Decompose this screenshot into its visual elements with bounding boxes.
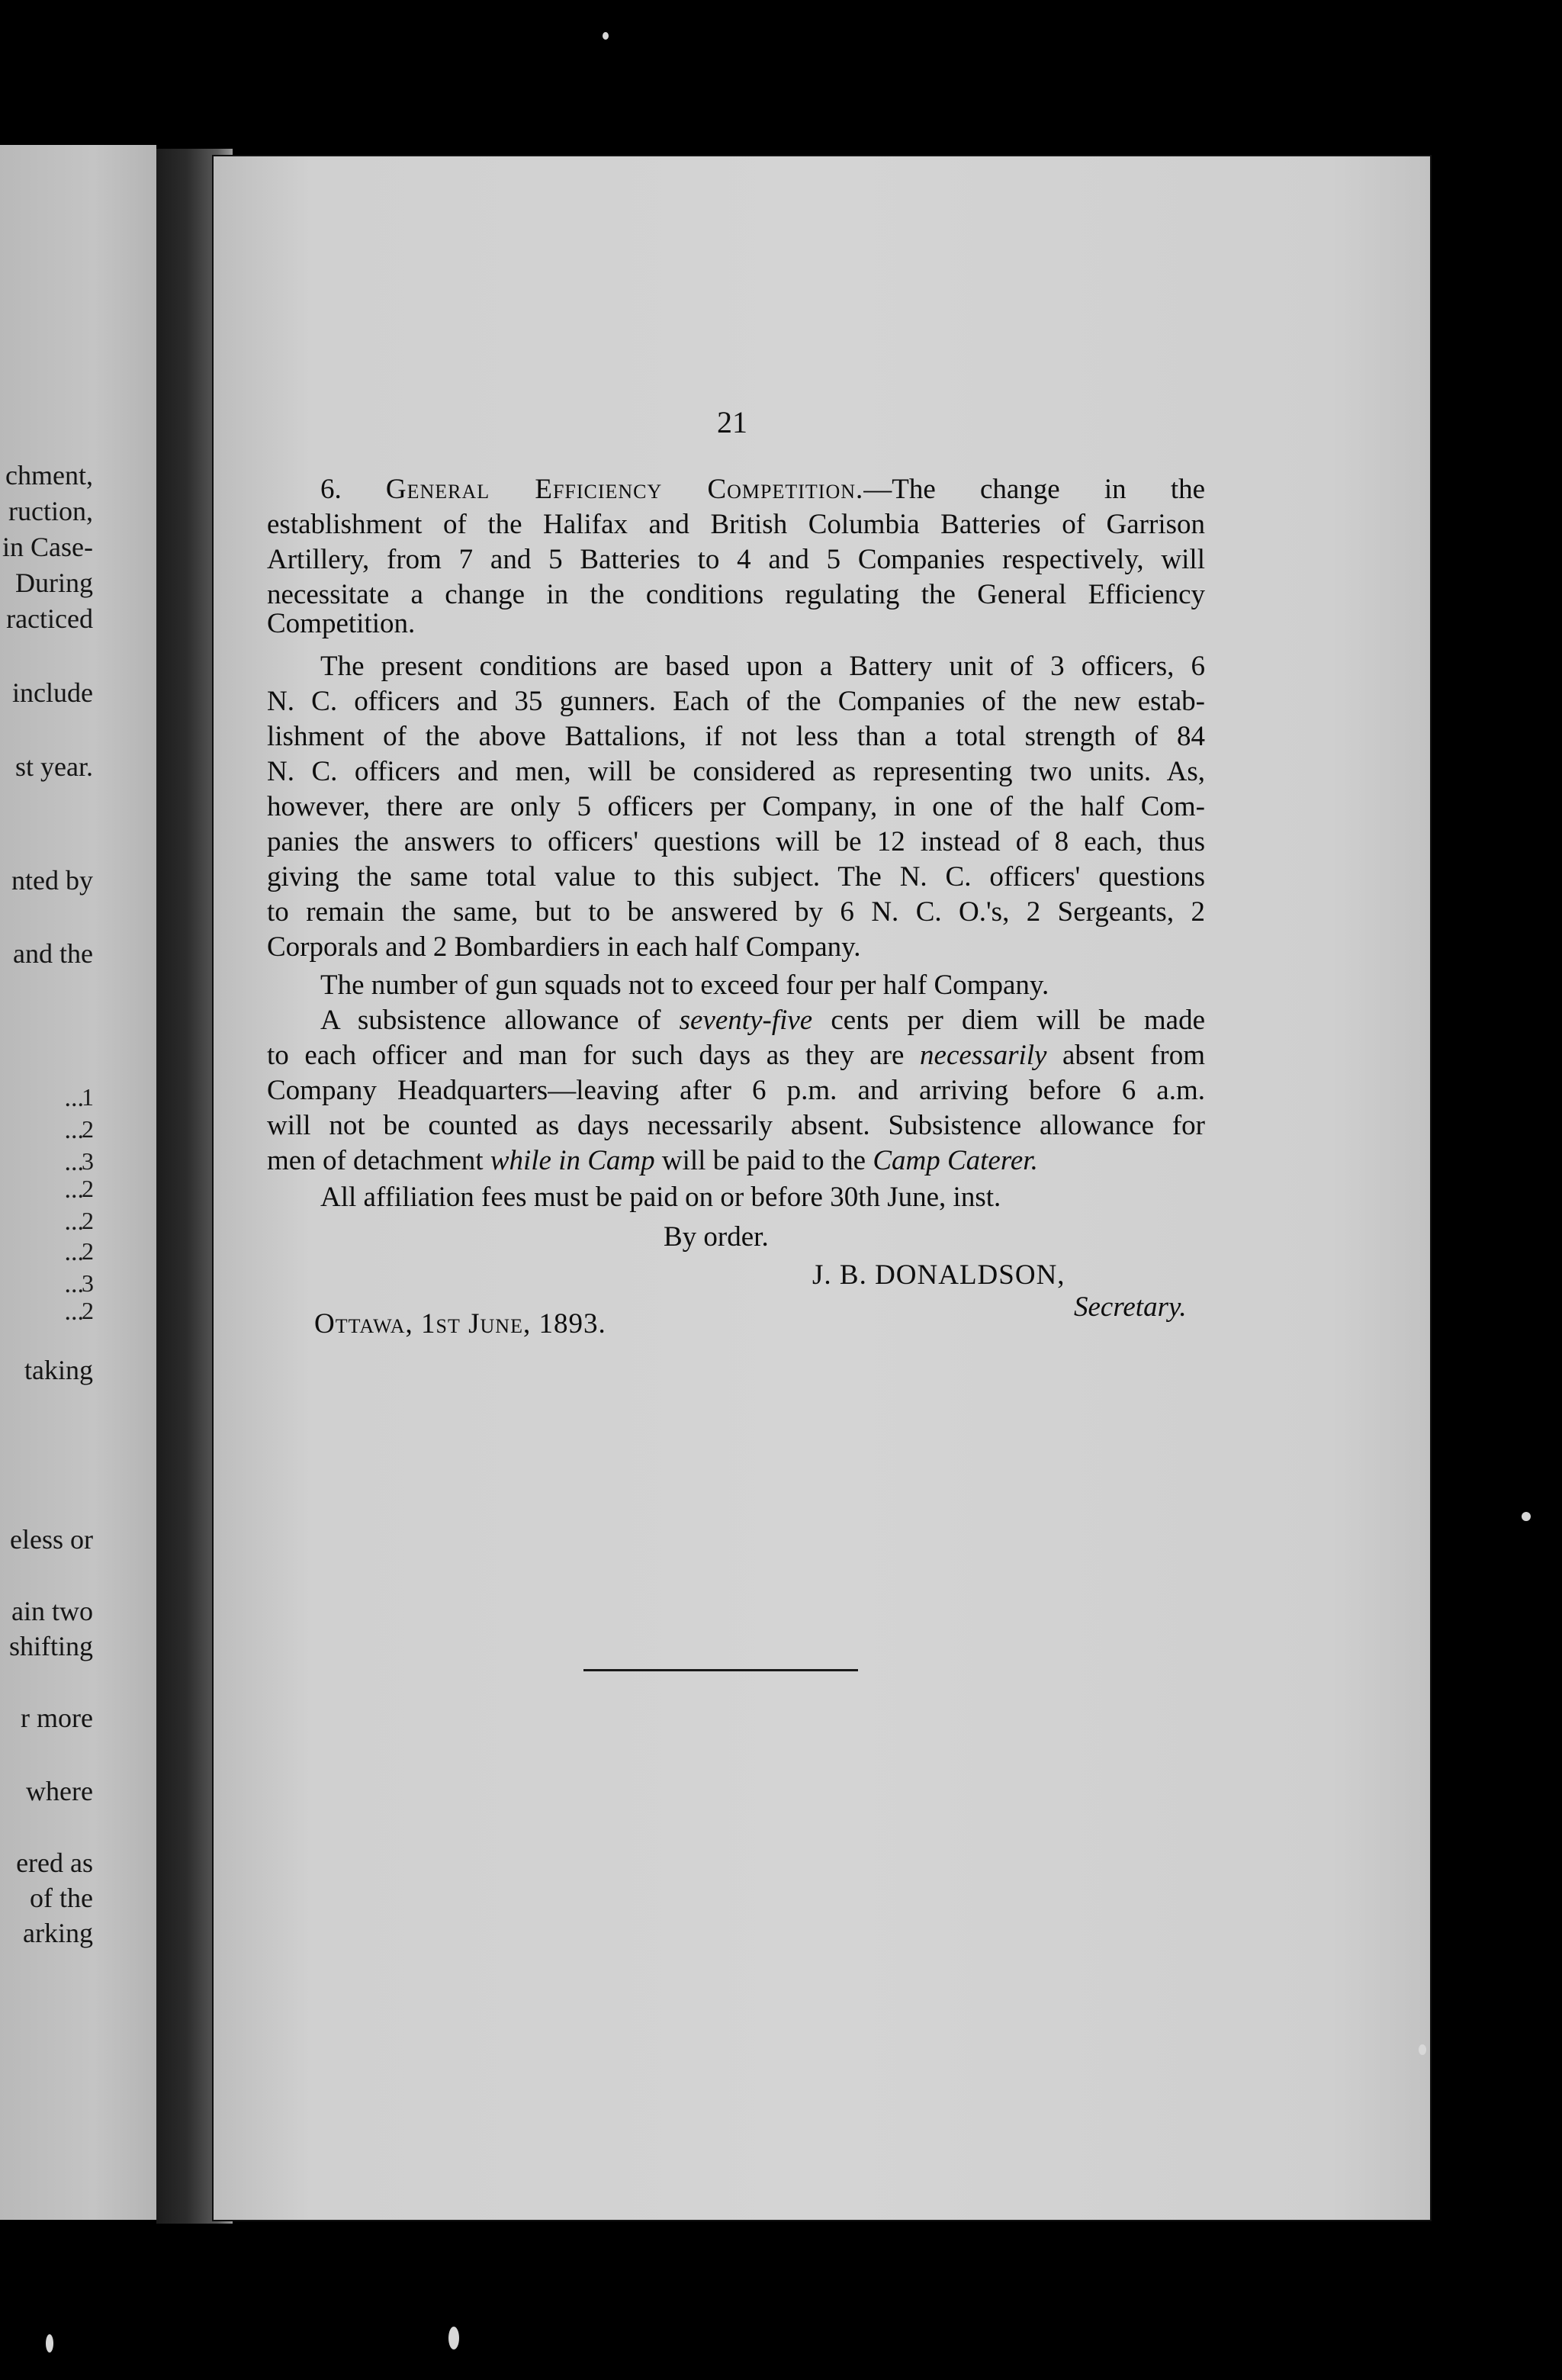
left-page-line: in Case- (2, 532, 93, 562)
body-line: Competition. (267, 608, 416, 639)
scan-speck (1419, 2044, 1426, 2055)
left-page-line: and the (13, 938, 93, 969)
list-number: 2 (82, 1237, 94, 1265)
list-number: 1 (82, 1083, 94, 1111)
signer-title: Secretary. (1074, 1291, 1187, 1323)
list-number: 2 (82, 1115, 94, 1143)
left-page-line: eless or (10, 1524, 93, 1555)
body-line: Artillery, from 7 and 5 Batteries to 4 and 5 Companies respectively, will (267, 544, 1205, 575)
body-line (267, 1144, 1205, 1178)
body-line: All affiliation fees must be paid on or before 30th June, inst. (320, 1182, 1001, 1213)
body-line (267, 1004, 1205, 1037)
left-page-line: ain two (11, 1596, 93, 1626)
section-heading-line (267, 473, 1205, 507)
left-page-line: of the (30, 1883, 93, 1913)
leader-dots: ... (64, 1298, 84, 1326)
leader-dots: ... (64, 1176, 84, 1204)
left-page-line: racticed (6, 603, 93, 634)
signer-name: J. B. DONALDSON, (812, 1259, 1065, 1291)
body-line: N. C. officers and 35 gunners. Each of the Companies of the new estab- (267, 686, 1205, 717)
body-text: will be paid to the (654, 1145, 873, 1176)
by-order-text: By order. (664, 1221, 769, 1253)
body-line: lishment of the above Battalions, if not less than a total strength of 84 (267, 721, 1205, 752)
body-line (267, 1039, 1205, 1073)
leader-dots: ... (64, 1084, 84, 1112)
body-text: —The change in the (863, 474, 1206, 505)
left-page-line: r more (21, 1703, 93, 1733)
emphasis-text: seventy-five (679, 1005, 813, 1036)
scan-speck (603, 32, 609, 40)
scan-speck (1522, 1512, 1531, 1521)
left-page-line: taking (24, 1355, 93, 1385)
body-line: Company Headquarters—leaving after 6 p.m. and arriving before 6 a.m. (267, 1075, 1205, 1106)
leader-dots: ... (64, 1148, 84, 1176)
left-page-line: ruction, (8, 496, 93, 526)
list-number: 2 (82, 1297, 94, 1324)
left-page-line: arking (23, 1918, 93, 1948)
left-page-line: nted by (11, 865, 93, 896)
leader-dots: ... (64, 1116, 84, 1144)
body-line: The present conditions are based upon a Battery unit of 3 officers, 6 (320, 651, 1205, 682)
body-line: establishment of the Halifax and British Columbia Batteries of Garrison (267, 509, 1205, 540)
scan-speck (46, 2334, 53, 2353)
body-line: necessitate a change in the conditions regulating the General Efficiency (267, 579, 1205, 610)
list-number: 2 (82, 1207, 94, 1234)
page-number: 21 (717, 405, 747, 439)
body-line: panies the answers to officers' questions will be 12 instead of 8 each, thus (267, 826, 1205, 857)
section-heading: General Efficiency Competition. (385, 474, 864, 505)
dateline: Ottawa, 1st June, 1893. (314, 1308, 606, 1340)
body-text: to each officer and man for such days as they are (267, 1040, 921, 1071)
leader-dots: ... (64, 1270, 84, 1298)
body-text: A subsistence allowance of (320, 1005, 680, 1036)
list-number: 3 (82, 1269, 94, 1297)
body-text: cents per diem will be made (812, 1005, 1206, 1036)
emphasis-text: necessarily (920, 1040, 1047, 1071)
body-line: however, there are only 5 officers per Company, in one of the half Com- (267, 791, 1205, 822)
body-line: The number of gun squads not to exceed four per half Company. (320, 970, 1049, 1001)
body-line: Corporals and 2 Bombardiers in each half Company. (267, 931, 861, 963)
body-line: will not be counted as days necessarily absent. Subsistence allowance for (267, 1110, 1205, 1141)
body-line: giving the same total value to this subject. The N. C. officers' questions (267, 861, 1205, 892)
body-text: men of detachment (267, 1145, 490, 1176)
scan-speck (448, 2327, 459, 2349)
list-number: 2 (82, 1175, 94, 1202)
left-page-line: st year. (15, 751, 93, 782)
left-page-line: shifting (8, 1631, 93, 1661)
left-page-line: include (12, 677, 93, 708)
left-page-line: During (15, 568, 93, 598)
leader-dots: ... (64, 1238, 84, 1266)
section-number: 6. (320, 474, 342, 505)
body-text: absent from (1046, 1040, 1205, 1071)
emphasis-text: Camp Caterer. (873, 1145, 1038, 1176)
left-page-line: where (26, 1776, 93, 1806)
emphasis-text: while in Camp (490, 1145, 655, 1176)
left-page-line: chment, (5, 460, 93, 490)
leader-dots: ... (64, 1208, 84, 1236)
body-line: N. C. officers and men, will be considered as representing two units. As, (267, 756, 1205, 787)
horizontal-rule (583, 1669, 858, 1671)
body-line: to remain the same, but to be answered by 6 N. C. O.'s, 2 Sergeants, 2 (267, 896, 1205, 928)
list-number: 3 (82, 1147, 94, 1175)
left-page-line: ered as (16, 1848, 93, 1878)
